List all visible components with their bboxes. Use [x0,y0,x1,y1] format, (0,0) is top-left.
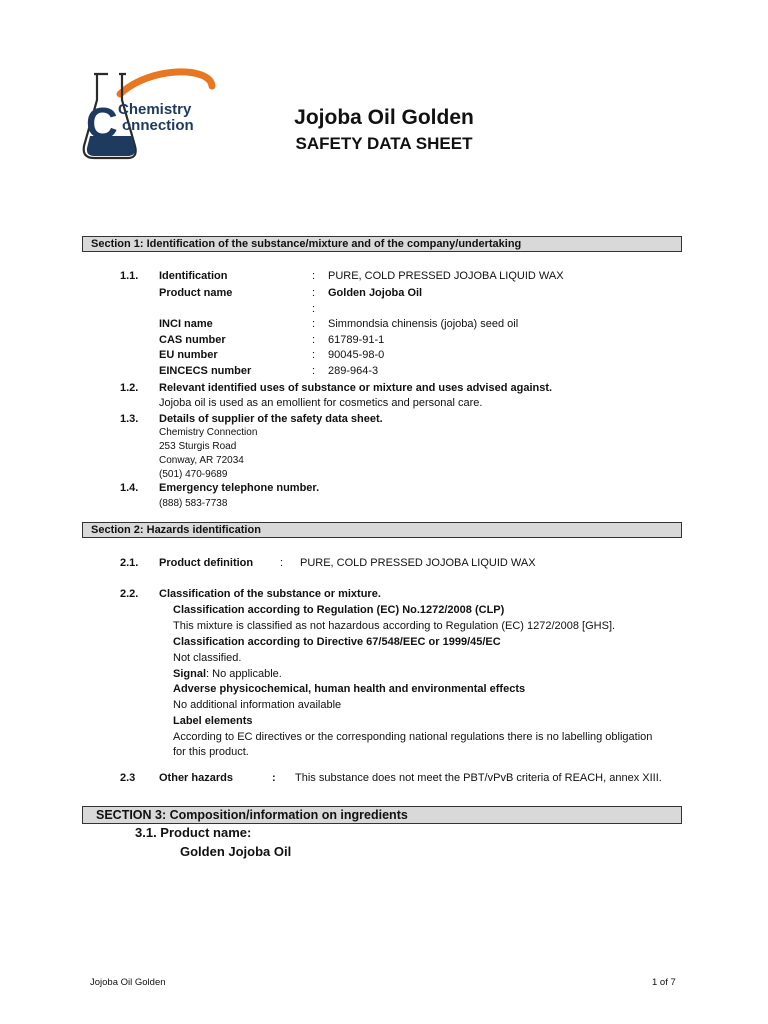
s23-number: 2.3 [120,772,136,784]
footer-title: Jojoba Oil Golden [90,977,166,988]
s12-text: Jojoba oil is used as an emollient for cosmetics and personal care. [159,397,483,409]
clp-text: This mixture is classified as not hazardous according to Regulation (EC) 1272/2008 [GHS]. [173,620,616,632]
cas-number-sep: : [312,334,316,346]
adverse-effects-title: Adverse physicochemical, human health and environmental effects [173,683,526,695]
eincecs-number-label: EINCECS number [159,365,252,377]
signal-label: Signal [173,668,207,680]
label-elements-text-2: for this product. [173,746,249,758]
other-hazards-sep: : [272,772,276,784]
page-number: 1 of 7 [652,977,676,988]
eu-number-value: 90045-98-0 [328,349,385,361]
eu-number-label: EU number [159,349,218,361]
logo-text-line1: Chemistry [118,101,192,118]
s14-number: 1.4. [120,482,139,494]
eu-number-sep: : [312,349,316,361]
identification-value: PURE, COLD PRESSED JOJOBA LIQUID WAX [328,270,564,282]
supplier-city: Conway, AR 72034 [159,455,244,466]
s12-title: Relevant identified uses of substance or mixture and uses advised against. [159,382,553,394]
supplier-name: Chemistry Connection [159,427,258,438]
product-definition-value: PURE, COLD PRESSED JOJOBA LIQUID WAX [300,557,536,569]
eincecs-number-sep: : [312,365,316,377]
document-subtitle: SAFETY DATA SHEET [295,134,473,153]
cas-number-label: CAS number [159,334,226,346]
directive-text: Not classified. [173,652,242,664]
cas-number-value: 61789-91-1 [328,334,385,346]
inci-name-value: Simmondsia chinensis (jojoba) seed oil [328,318,519,330]
other-hazards-value: This substance does not meet the PBT/vPvB criteria of REACH, annex XIII. [295,772,662,784]
empty-row-sep: : [312,303,316,315]
product-name-value: Golden Jojoba Oil [328,287,423,299]
inci-name-sep: : [312,318,316,330]
product-name-label: Product name [159,287,233,299]
directive-title: Classification according to Directive 67/548/EEC or 1999/45/EC [173,636,501,648]
signal-text: : No applicable. [206,668,282,680]
s12-number: 1.2. [120,382,139,394]
s31-title: 3.1. Product name: [135,825,252,840]
section2-heading: Section 2: Hazards identification [82,522,682,538]
clp-title: Classification according to Regulation (EC) No.1272/2008 (CLP) [173,604,505,616]
eincecs-number-value: 289-964-3 [328,365,379,377]
identification-sep: : [312,270,316,282]
signal-line [173,667,282,681]
s22-number: 2.2. [120,588,139,600]
s21-number: 2.1. [120,557,139,569]
s31-product-name: Golden Jojoba Oil [180,844,292,859]
emergency-phone: (888) 583-7738 [159,498,228,509]
section1-heading: Section 1: Identification of the substance/mixture and of the company/undertaking [82,236,682,252]
s11-number: 1.1. [120,270,139,282]
label-elements-title: Label elements [173,715,253,727]
svg-text:C: C [86,99,118,148]
supplier-street: 253 Sturgis Road [159,441,237,452]
product-definition-sep: : [280,557,284,569]
logo-text-line2: onnection [122,117,194,134]
product-name-sep: : [312,287,316,299]
product-definition-label: Product definition [159,557,254,569]
s14-title: Emergency telephone number. [159,482,320,494]
inci-name-label: INCI name [159,318,213,330]
s13-number: 1.3. [120,413,139,425]
s22-title: Classification of the substance or mixture. [159,588,381,600]
s13-title: Details of supplier of the safety data sheet. [159,413,383,425]
supplier-phone: (501) 470-9689 [159,469,228,480]
adverse-effects-text: No additional information available [173,699,342,711]
section3-heading: SECTION 3: Composition/information on ingredients [82,806,682,824]
other-hazards-label: Other hazards [159,772,233,784]
document-title: Jojoba Oil Golden [294,106,474,129]
label-elements-text-1: According to EC directives or the corresponding national regulations there is no labelling obligation [173,731,653,743]
identification-label: Identification [159,270,228,282]
